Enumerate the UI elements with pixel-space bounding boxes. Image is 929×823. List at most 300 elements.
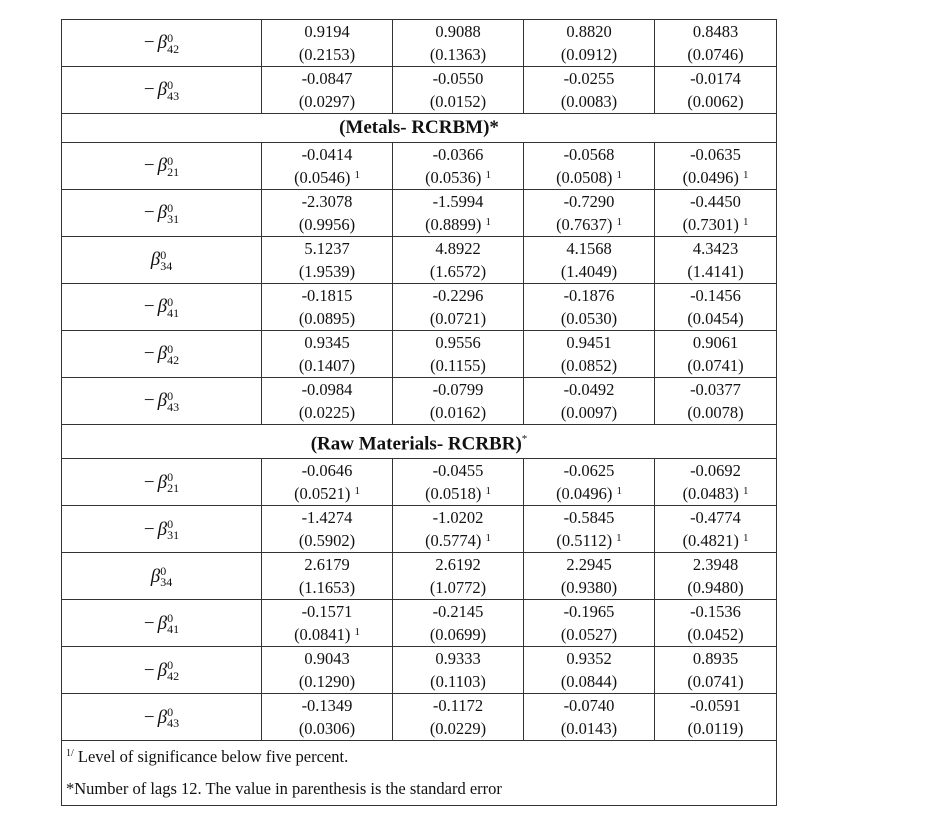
significance-note [62,741,777,774]
estimate-cell [262,20,393,67]
standard-error: (0.0062) [687,92,744,111]
minus-sign: − [143,612,155,634]
estimate-value: -0.5845 [563,508,615,528]
standard-error-line [655,260,776,283]
standard-error: (0.0741) [687,672,744,692]
estimate-value: -0.0414 [301,145,353,164]
beta-symbol: β [157,202,168,224]
standard-error: (0.1155) [430,356,486,375]
beta-symbol: β [157,155,168,177]
standard-error: (0.0297) [298,92,356,111]
beta-symbol: β [157,296,168,318]
standard-error-line [262,354,392,377]
note-row [62,773,777,806]
table-row [62,20,777,67]
beta-superscript: 0 [160,247,167,262]
standard-error-line [393,354,523,377]
significance-marker: 1 [616,532,622,545]
estimate-cell [655,600,777,647]
coefficient-label [62,190,262,237]
standard-error-line [524,354,654,377]
estimate-cell [393,506,524,553]
estimate-cell [524,20,655,67]
beta-symbol: β [150,249,161,271]
standard-error: (0.5774) [425,531,482,551]
estimate-cell [655,143,777,190]
significance-marker: 1 [616,216,622,228]
estimate-value: -0.0568 [563,145,615,164]
standard-error: (0.0143) [560,719,618,739]
minus-sign: − [143,296,155,318]
estimate-cell [262,378,393,425]
minus-sign: − [143,202,155,224]
standard-error: (0.1290) [298,672,356,692]
estimate-value: -0.1571 [301,602,353,622]
standard-error-line [393,529,523,552]
standard-error: (0.0229) [429,719,487,739]
standard-error-line [655,529,776,552]
section-header-row [62,425,777,459]
standard-error: (0.0895) [298,309,356,328]
estimate-cell [393,459,524,506]
significance-marker: 1 [742,169,749,181]
estimate-value: -0.7290 [563,192,615,211]
estimate-value: -0.0625 [563,461,615,481]
estimate-value: 0.9088 [435,22,481,41]
estimate-cell [393,143,524,190]
standard-error: (0.0518) [425,484,482,504]
standard-error-line [262,576,392,599]
minus-sign: − [143,32,155,54]
standard-error-line [655,354,776,377]
estimate-value: -0.1815 [301,286,353,305]
table-row [62,647,777,694]
section-title [62,114,777,143]
standard-error: (0.0454) [687,309,744,328]
standard-error-line [393,166,523,189]
minus-sign: − [143,155,155,177]
estimate-cell [655,284,777,331]
beta-superscript: 0 [167,294,174,309]
standard-error-line [655,166,776,189]
standard-error: (1.1653) [298,578,356,598]
standard-error-line [262,213,392,236]
estimate-cell [655,190,777,237]
estimate-cell [393,20,524,67]
estimate-cell [262,237,393,284]
estimate-cell [393,694,524,741]
standard-error-line [655,670,776,693]
beta-indices [167,341,180,367]
section-title-marker: * [521,433,528,445]
estimate-value: -0.2296 [432,286,484,305]
section-title-text: (Raw Materials- RCRBR) [310,433,522,455]
beta-superscript: 0 [160,564,167,579]
estimate-value: -0.0847 [301,69,353,88]
standard-error: (0.0699) [429,625,487,645]
estimate-value: 0.9194 [304,22,350,41]
table-row [62,553,777,600]
estimate-value: -0.0591 [690,696,741,716]
standard-error-line [393,717,523,740]
significance-marker: 1 [742,532,749,545]
table-row [62,459,777,506]
coefficient-label [62,237,262,284]
significance-marker: 1 [616,485,622,498]
beta-indices [160,566,172,588]
standard-error-line [393,260,523,283]
estimate-cell [262,331,393,378]
standard-error: (0.0521) [294,484,351,504]
estimate-cell [655,553,777,600]
beta-superscript: 0 [167,30,174,45]
significance-marker: 1 [485,485,491,498]
table-row [62,694,777,741]
beta-indices [167,613,179,635]
standard-error: (0.5112) [556,531,613,551]
estimate-cell [393,600,524,647]
standard-error-line [262,670,392,693]
estimate-cell [393,553,524,600]
estimate-value: -0.0492 [563,380,615,399]
coefficient-label [62,378,262,425]
significance-marker: 1 [742,216,749,228]
coefficient-label [62,506,262,553]
estimate-value: -0.0692 [690,461,741,481]
estimate-value: -0.0377 [690,380,741,399]
standard-error: (0.0721) [429,309,487,328]
table-row [62,506,777,553]
beta-subscript: 43 [167,88,180,103]
standard-error: (0.0496) [556,484,613,504]
estimate-cell [524,459,655,506]
coefficients-table [61,19,777,806]
standard-error-line [262,90,392,113]
section-header-row [62,114,777,143]
estimate-value: 0.8935 [692,649,739,669]
estimate-value: -0.4774 [690,508,741,528]
standard-error: (0.0097) [560,403,618,422]
estimate-value: -0.0455 [432,461,484,481]
standard-error-line [393,401,523,424]
beta-subscript: 31 [167,211,180,226]
beta-indices [160,247,173,273]
coefficient-label [62,143,262,190]
standard-error-line [655,43,776,66]
coefficient-label [62,553,262,600]
standard-error: (0.0162) [429,403,487,422]
estimate-value: 4.3423 [692,239,739,258]
significance-marker: 1 [485,532,491,545]
estimate-value: 2.6192 [435,555,481,575]
table-row [62,237,777,284]
minus-sign: − [143,659,155,681]
standard-error: (0.0844) [560,672,618,692]
coefficient-label [62,694,262,741]
beta-subscript: 34 [160,575,173,590]
estimate-value: -0.1456 [690,286,741,305]
estimate-value: -0.1536 [690,602,741,622]
beta-subscript: 21 [167,164,180,179]
standard-error-line [262,529,392,552]
standard-error-line [655,576,776,599]
standard-error: (0.1407) [298,356,356,375]
standard-error: (0.0746) [687,45,744,64]
table-notes [62,741,777,806]
minus-sign: − [143,79,155,101]
estimate-value: -0.0984 [301,380,353,399]
standard-error: (0.0841) [294,625,351,645]
beta-superscript: 0 [167,517,174,532]
estimate-value: 0.9345 [304,333,350,352]
standard-error-line [524,90,654,113]
beta-superscript: 0 [167,153,174,168]
coefficient-label [62,331,262,378]
estimate-cell [655,331,777,378]
estimate-cell [524,553,655,600]
significance-marker: 1 [354,485,360,498]
significance-marker: 1 [485,169,491,181]
standard-error-line [655,213,776,236]
estimate-value: 4.8922 [435,239,481,258]
estimate-cell [262,694,393,741]
standard-error: (0.0119) [687,719,744,739]
standard-error: (0.0083) [560,92,618,111]
standard-error-line [524,482,654,505]
table-row [62,67,777,114]
beta-subscript: 31 [167,528,180,543]
note-row [62,741,777,774]
significance-note-text: Level of significance below five percent. [73,747,349,767]
estimate-cell [262,600,393,647]
standard-error: (0.0508) [556,168,613,187]
estimate-cell [393,190,524,237]
standard-error-line [524,260,654,283]
estimate-cell [655,67,777,114]
standard-error: (0.1103) [430,672,486,692]
standard-error-line [393,623,523,646]
estimate-value: -0.0550 [432,69,484,88]
beta-superscript: 0 [167,470,174,485]
estimate-value: 0.9556 [435,333,481,352]
table-row [62,378,777,425]
estimate-value: -0.0255 [563,69,615,88]
standard-error: (0.2153) [298,45,356,64]
standard-error: (0.0078) [687,403,744,422]
beta-superscript: 0 [167,658,174,673]
section-title [62,425,777,459]
beta-subscript: 42 [167,352,180,367]
beta-symbol: β [157,612,168,634]
beta-indices [167,294,180,320]
standard-error: (1.0772) [429,578,487,598]
estimate-value: 0.9352 [566,649,612,669]
standard-error-line [524,623,654,646]
standard-error: (0.1363) [429,45,487,64]
estimate-cell [655,459,777,506]
section-title-text: (Metals- RCRBM)* [339,117,499,138]
estimate-cell [262,506,393,553]
lags-note-text: *Number of lags 12. The value in parenthesis is the standard error [66,779,502,799]
estimate-cell [655,647,777,694]
standard-error: (0.0152) [429,92,487,111]
estimate-cell [393,237,524,284]
estimate-value: -0.1876 [563,286,615,305]
table-row [62,143,777,190]
standard-error-line [393,213,523,236]
standard-error: (0.0452) [687,625,744,645]
standard-error-line [655,307,776,330]
coefficient-label [62,284,262,331]
estimate-cell [655,506,777,553]
beta-superscript: 0 [167,77,174,92]
standard-error: (0.4821) [682,531,739,551]
standard-error: (0.9480) [687,578,744,598]
estimate-cell [524,190,655,237]
minus-sign: − [143,343,155,365]
estimate-value: -0.0174 [690,69,741,88]
beta-indices [167,388,180,414]
beta-symbol: β [157,32,168,54]
estimate-value: 0.9043 [304,649,350,669]
beta-superscript: 0 [167,200,174,215]
estimate-cell [524,143,655,190]
estimate-value: -0.0635 [690,145,741,164]
beta-superscript: 0 [167,341,174,356]
coefficient-label [62,67,262,114]
standard-error-line [262,401,392,424]
standard-error-line [393,307,523,330]
estimate-value: -0.2145 [432,602,484,622]
standard-error-line [524,576,654,599]
estimate-cell [262,459,393,506]
significance-marker: 1 [354,169,360,181]
minus-sign: − [143,471,155,493]
standard-error: (0.0530) [560,309,618,328]
standard-error: (0.9380) [560,578,618,598]
standard-error: (0.0306) [298,719,356,739]
table-body [62,20,777,741]
standard-error: (0.0527) [560,625,618,645]
standard-error: (0.7301) [682,215,739,234]
standard-error-line [655,482,776,505]
estimate-cell [524,67,655,114]
beta-subscript: 41 [167,305,180,320]
beta-symbol: β [157,343,168,365]
beta-superscript: 0 [167,611,174,626]
beta-symbol: β [157,390,168,412]
standard-error: (1.9539) [298,262,356,281]
estimate-cell [524,647,655,694]
beta-subscript: 21 [167,481,180,496]
estimate-cell [262,647,393,694]
estimate-cell [524,694,655,741]
standard-error-line [262,260,392,283]
estimate-value: 0.9333 [435,649,481,669]
estimate-value: -0.1965 [563,602,615,622]
estimate-value: -1.0202 [432,508,484,528]
estimate-cell [524,331,655,378]
estimate-value: -0.0740 [563,696,615,716]
beta-symbol: β [157,659,168,681]
estimate-value: -0.1349 [301,696,353,716]
minus-sign: − [143,518,155,540]
significance-marker: 1 [742,485,749,498]
estimate-cell [524,284,655,331]
estimate-cell [655,694,777,741]
standard-error-line [393,43,523,66]
lags-note [62,773,777,806]
beta-subscript: 43 [167,716,180,731]
estimate-value: 0.8483 [692,22,739,41]
beta-indices [167,660,179,682]
estimate-value: 4.1568 [566,239,612,258]
estimate-cell [393,331,524,378]
note-marker: 1/ [66,748,74,760]
estimate-cell [262,143,393,190]
beta-superscript: 0 [167,705,174,720]
standard-error: (1.6572) [429,262,487,281]
beta-indices [167,77,180,103]
standard-error: (1.4141) [687,262,744,281]
estimate-cell [524,600,655,647]
significance-marker: 1 [616,169,622,181]
beta-subscript: 41 [167,622,180,637]
standard-error-line [262,623,392,646]
estimate-cell [524,506,655,553]
standard-error-line [393,90,523,113]
standard-error-line [655,717,776,740]
beta-subscript: 43 [167,399,180,414]
estimate-cell [393,378,524,425]
beta-indices [167,707,179,729]
table-row [62,600,777,647]
standard-error: (0.7637) [556,215,613,234]
coefficient-label [62,647,262,694]
standard-error-line [393,482,523,505]
estimate-value: -0.0646 [301,461,353,481]
estimate-value: -1.4274 [301,508,353,528]
estimate-cell [655,378,777,425]
estimate-value: -0.0799 [432,380,484,399]
estimate-value: 0.9061 [692,333,739,352]
standard-error: (0.0536) [425,168,482,187]
significance-marker: 1 [354,626,360,639]
estimate-value: -0.1172 [432,696,484,716]
beta-symbol: β [157,79,168,101]
estimate-value: -0.0366 [432,145,484,164]
standard-error: (0.9956) [298,215,356,234]
coefficient-label [62,600,262,647]
minus-sign: − [143,390,155,412]
estimate-value: 2.3948 [692,555,739,575]
standard-error-line [262,717,392,740]
standard-error-line [524,307,654,330]
coefficient-label [62,20,262,67]
standard-error: (0.0912) [560,45,618,64]
table-row [62,190,777,237]
estimate-value: 0.9451 [566,333,612,352]
estimate-value: 0.8820 [566,22,612,41]
beta-subscript: 42 [167,41,180,56]
standard-error-line [524,166,654,189]
standard-error: (0.0496) [682,168,739,187]
estimate-value: -2.3078 [301,192,353,211]
standard-error-line [393,576,523,599]
table-row [62,331,777,378]
standard-error-line [524,670,654,693]
estimate-cell [262,553,393,600]
